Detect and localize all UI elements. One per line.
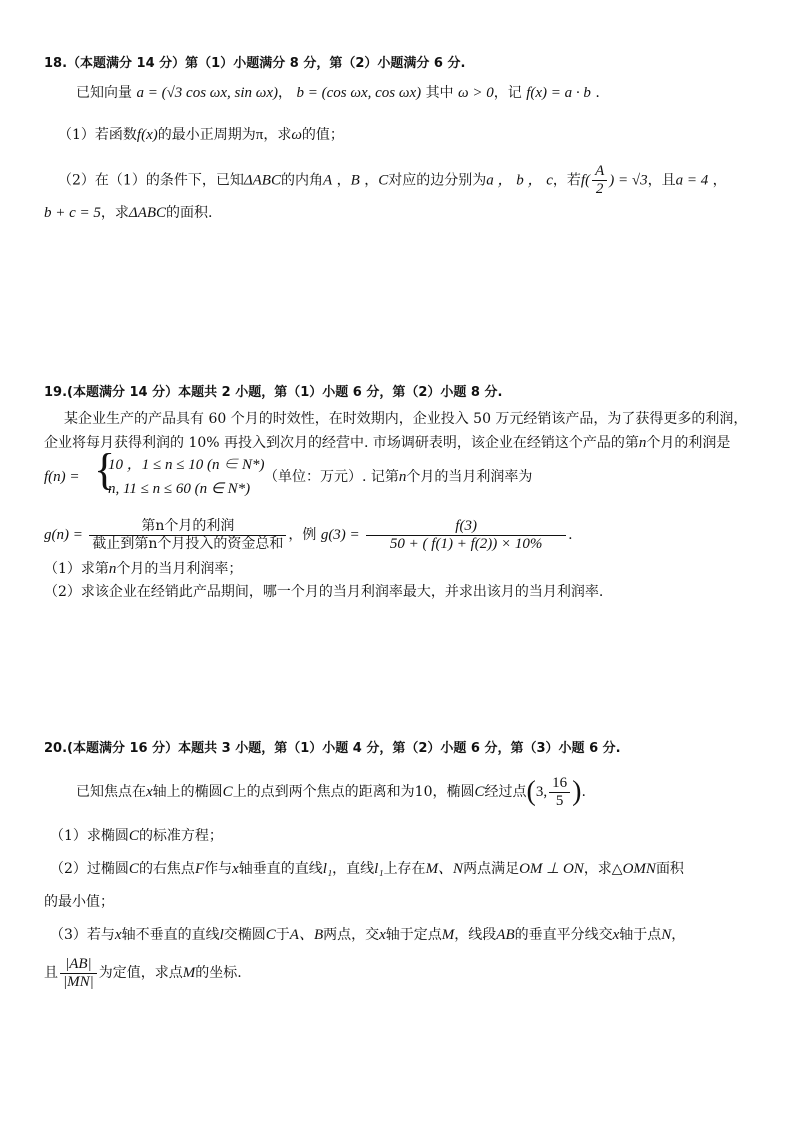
q19-part1 xyxy=(44,559,242,579)
q18-p2-c: 对应的边分别为 xyxy=(388,172,487,189)
q20-p2-i: 面积 xyxy=(655,861,684,877)
q19-part2: （2）求该企业在经销此产品期间，哪一个月的当月利润率最大，并求出该月的当月利润率. xyxy=(44,584,604,600)
q18-p2-frac-den: 2 xyxy=(595,181,604,197)
q20-p3-fraction xyxy=(60,956,97,991)
q19-g3-label: g(3) = xyxy=(320,527,360,543)
q20-p3-ab-seg: AB xyxy=(496,927,515,943)
q18-part2-line1: （2）在（1）的条件下，已知ΔABC的内角A ，B ，C对应的边分别为a ， b ， c，若f( $\frac{A}{2}$ ) = √3，且a = 4 ， xyxy=(58,163,727,197)
q20-point-num: 16 xyxy=(549,775,570,793)
q20-p2-x: x xyxy=(232,861,239,877)
q20-p2-l1: l₁ xyxy=(322,861,333,877)
q20-point-fraction xyxy=(549,775,570,810)
q19-g-num: 第n个月的利润 xyxy=(89,518,286,536)
q19-g-den: 截止到第n个月投入的资金总和 xyxy=(92,535,284,552)
q18-p2-fraction xyxy=(592,163,607,198)
q19-p1-b: 个月的当月利润率； xyxy=(116,561,243,577)
q20-part1 xyxy=(50,826,223,846)
q19-gn-label: g(n) = xyxy=(44,527,83,543)
q20-p2-mn: M、N xyxy=(425,861,464,877)
q19-unit-line xyxy=(264,467,532,487)
q18-p1-omega: ω xyxy=(291,127,302,143)
q19-case2: n, 11 ≤ n ≤ 60 (n ∈ N*) xyxy=(108,481,251,497)
q18-p2-sides: a ， b ， c xyxy=(486,172,553,189)
q19-g3-fraction xyxy=(366,518,566,553)
q20-p3-x3: x xyxy=(612,927,620,943)
q19-line1: 某企业生产的产品具有 60 个月的时效性，在时效期内，企业投入 50 万元经销该产品，为了获得更多的利润， xyxy=(64,411,748,427)
q20-p3-x: x xyxy=(114,927,122,943)
q18-p2-a: （2）在（1）的条件下，已知 xyxy=(58,172,244,189)
q18-p2-angle-b: B xyxy=(350,172,360,189)
q20-part3-line1 xyxy=(50,925,685,945)
q19-g-example: ，例 xyxy=(288,527,317,543)
q20-p3-l: l xyxy=(219,927,224,943)
q18-p2-cond-rhs: ) = √3 xyxy=(609,172,648,189)
q19-fn-label: f(n) = xyxy=(44,469,80,485)
q20-p3-h: 的垂直平分线交 xyxy=(514,927,613,943)
q20-part3-line2 xyxy=(44,953,242,993)
q20-p2-l1-b: l₁ xyxy=(374,861,384,877)
q18-omega-condition: ω > 0 xyxy=(458,85,494,101)
q18-p2-triangle: ΔABC xyxy=(243,172,281,189)
q18-part1 xyxy=(58,125,344,145)
q18-part2-line2 xyxy=(44,203,213,223)
q20-point-x: 3, xyxy=(535,784,548,800)
q20-p2-g: 两点满足 xyxy=(463,861,520,877)
q20-stem-b: 轴上的椭圆 xyxy=(152,784,223,800)
q20-p2-d: 轴垂直的直线 xyxy=(238,861,323,877)
q20-p3-d: 于 xyxy=(275,927,290,943)
q18-f-definition: f(x) = a · b xyxy=(526,85,591,101)
q20-p3-l2-b: 为定值，求点 xyxy=(98,965,183,981)
q18-p2-b: 的内角 xyxy=(280,172,323,189)
q20-p3-frac-num: |AB| xyxy=(60,956,97,974)
q19-header: 19.(本题满分 14 分）本题共 2 小题，第（1）小题 6 分，第（2）小题 8 分. xyxy=(44,385,503,400)
q18-stem-pre: 已知向量 xyxy=(76,85,132,101)
q18-stem-post: ，记 xyxy=(493,85,522,101)
q20-point-open-paren: ( xyxy=(526,776,536,807)
q20-stem-c: 上的点到两个焦点的距离和为10，椭圆 xyxy=(232,784,475,800)
q18-p1-fx: f(x) xyxy=(136,127,158,143)
q20-p2-f-var: F xyxy=(194,861,205,877)
q20-p3-b: 轴不垂直的直线 xyxy=(121,927,220,943)
q20-p3-ab: A、B xyxy=(289,927,324,943)
q18-p2-l2-b: 的面积. xyxy=(166,205,213,221)
q20-point-end: . xyxy=(581,784,586,800)
q19-piecewise-brace: { xyxy=(94,445,116,494)
q20-p2-perp: OM ⊥ ON xyxy=(519,861,584,877)
q20-stem-d: 经过点 xyxy=(484,784,527,800)
q20-p1-b: 的标准方程； xyxy=(138,828,223,844)
q20-p3-g: ，线段 xyxy=(454,927,497,943)
q20-p3-c-var: C xyxy=(265,927,276,943)
q20-p2-c-var: C xyxy=(128,861,139,877)
q19-p1-a: （1）求第 xyxy=(44,561,109,577)
q20-stem-c-var-2: C xyxy=(474,784,485,800)
q20-p2-f: 上存在 xyxy=(383,861,426,877)
q20-p1-c: C xyxy=(128,828,139,844)
q18-p2-l2-a: ，求 xyxy=(100,205,129,221)
q19-unit-b: 个月的当月利润率为 xyxy=(406,469,533,485)
q18-vector-b: b = (cos ωx, cos ωx) xyxy=(296,85,422,101)
q20-p3-l2-m: M xyxy=(182,965,196,981)
q20-p2-b: 的右焦点 xyxy=(138,861,195,877)
q20-p2-c: 作与 xyxy=(204,861,233,877)
q18-p2-e: ，且 xyxy=(647,172,676,189)
q20-p1-a: （1）求椭圆 xyxy=(50,828,129,844)
q20-p3-f: 轴于定点 xyxy=(385,927,442,943)
q18-p2-a-equals: a = 4 xyxy=(675,172,709,189)
q20-p3-n: N xyxy=(661,927,672,943)
q19-unit-a: （单位：万元）. 记第 xyxy=(264,469,399,485)
q18-p2-angle-c: C xyxy=(378,172,389,189)
q19-g-definition xyxy=(44,515,573,555)
q20-p3-c: 交椭圆 xyxy=(223,927,266,943)
q18-stem: 已知向量 a = (√3 cos ωx, sin ωx)， b = (cos ωx, cos ωx) 其中 ω > 0，记 f(x) = a · b . xyxy=(76,85,600,101)
q19-l2-n: n xyxy=(638,435,647,451)
q19-l2-b: 个月的利润是 xyxy=(646,435,731,451)
q20-stem-a: 已知焦点在 xyxy=(76,784,146,800)
q19-line2 xyxy=(44,433,730,453)
q20-p2-a: （2）过椭圆 xyxy=(50,861,129,877)
q18-p2-angle-a: A xyxy=(322,172,333,189)
q18-p1-pre: （1）若函数 xyxy=(58,127,137,143)
q20-p2-omn: OMN xyxy=(622,861,656,877)
q18-p2-bc: b + c = 5 xyxy=(44,205,101,221)
q18-p2-l2-triangle: ΔABC xyxy=(128,205,167,221)
q18-p2-cond-f: f( xyxy=(580,172,591,189)
q18-p1-mid: 的最小正周期为 xyxy=(157,127,256,143)
q18-stem-mid: 其中 xyxy=(425,85,454,101)
q19-p1-n: n xyxy=(108,561,117,577)
q19-g3-num: f(3) xyxy=(366,518,566,536)
q18-p1-post: ，求 xyxy=(263,127,292,143)
q18-p1-pi: π xyxy=(255,127,264,143)
q20-point-close-paren: ) xyxy=(572,776,582,807)
q20-point-den: 5 xyxy=(555,792,564,809)
q19-g-fraction xyxy=(89,518,286,553)
q18-p2-frac-num: A xyxy=(592,163,607,181)
q20-p3-frac-den: |MN| xyxy=(63,973,94,990)
q20-p3-a: （3）若与 xyxy=(50,927,115,943)
q18-p1-end: 的值； xyxy=(301,127,344,143)
q19-g3-den: 50 + ( f(1) + f(2)) × 10% xyxy=(389,535,543,552)
q19-unit-n: n xyxy=(398,469,407,485)
q18-p2-d: ，若 xyxy=(552,172,581,189)
q19-l2-a: 企业将每月获得利润的 10% 再投入到次月的经营中. 市场调研表明，该企业在经销这个产品的第 xyxy=(44,435,639,451)
q20-part2-line1 xyxy=(50,859,684,879)
q18-vector-a: a = (√3 cos ωx, sin ωx) xyxy=(136,85,279,101)
q20-p3-i: 轴于点 xyxy=(619,927,662,943)
q20-p2-e: ，直线 xyxy=(332,861,375,877)
q19-g-end: . xyxy=(568,527,573,543)
q20-header: 20.(本题满分 16 分）本题共 3 小题，第（1）小题 4 分，第（2）小题 6 分，第（3）小题 6 分. xyxy=(44,741,621,756)
q20-p3-j: ， xyxy=(671,927,686,943)
q20-p3-l2-a: 且 xyxy=(44,965,58,981)
q20-p2-h: ，求△ xyxy=(583,861,623,877)
q20-stem-x: x xyxy=(146,784,153,800)
q20-part2-line2: 的最小值； xyxy=(44,894,114,910)
q20-p3-e: 两点，交 xyxy=(323,927,380,943)
q20-stem xyxy=(76,770,586,814)
q20-p3-l2-c: 的坐标. xyxy=(195,965,242,981)
q19-case1: 10 ，1 ≤ n ≤ 10 (n ∈ N*) xyxy=(108,457,265,473)
q20-p3-x2: x xyxy=(379,927,386,943)
q18-header: 18.（本题满分 14 分）第（1）小题满分 8 分，第（2）小题满分 6 分. xyxy=(44,56,466,71)
q20-stem-c-var: C xyxy=(222,784,233,800)
q20-p3-m: M xyxy=(441,927,455,943)
